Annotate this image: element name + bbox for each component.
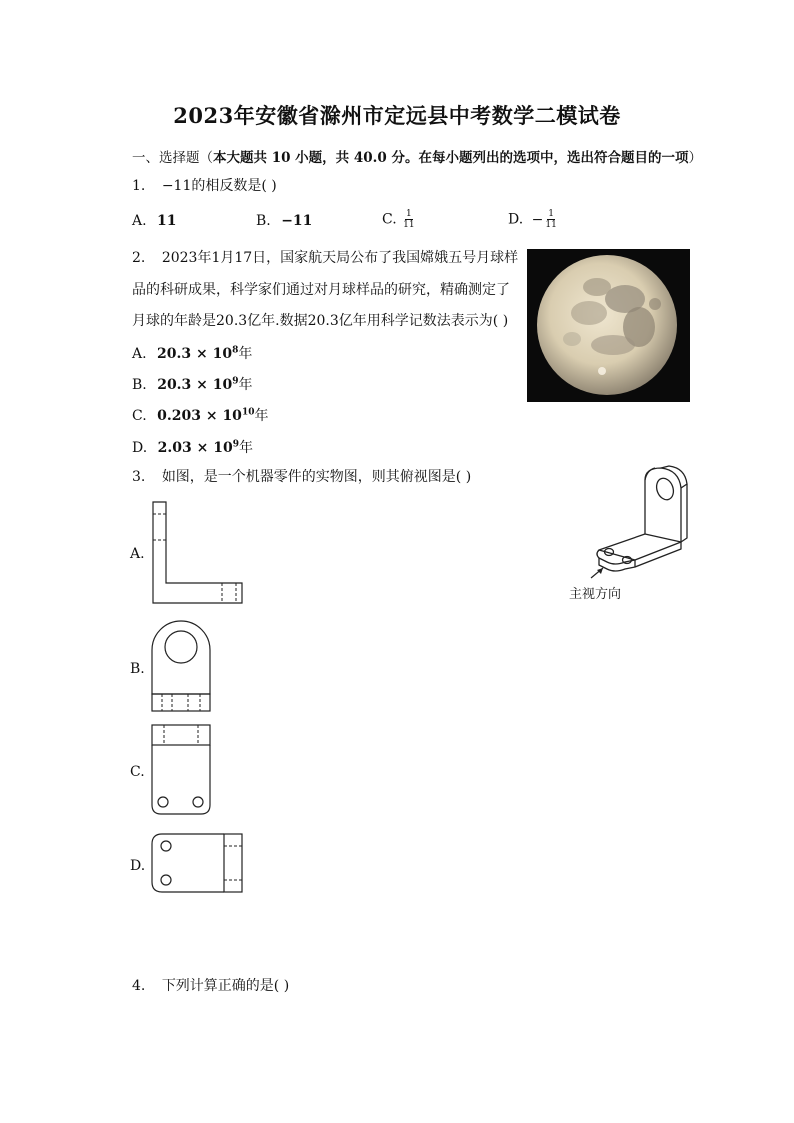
option-unit: 年 [238,346,253,362]
q1-option-d[interactable] [508,209,557,230]
q3-option-d-figure[interactable] [150,832,246,896]
option-label: D. [132,440,148,456]
section-detail: 本大题共 10 小题，共 40.0 分。在每小题列出的选项中，选出符合题目的一项 [213,150,689,166]
question-2-line-1: 2023年1月17日，国家航天局公布了我国嫦娥五号月球样 [161,250,519,266]
option-unit: 年 [254,408,269,424]
moon-photo [527,249,690,402]
option-unit: 年 [238,440,253,456]
q2-option-a[interactable] [132,343,252,363]
page-title: 2023年安徽省滁州市定远县中考数学二模试卷 [173,103,621,128]
section-suffix: ） [688,150,702,166]
q1-option-c[interactable] [382,209,415,230]
option-value: 0.203 × 10 [157,408,242,424]
section-heading [132,146,702,166]
question-4 [132,976,289,996]
option-value: −11 [281,213,313,229]
fraction [403,209,414,230]
option-label: B. [132,377,147,393]
q3-option-a-label[interactable]: A. [130,546,145,562]
fraction-denominator: 11 [545,220,557,230]
question-1-number: 1. [132,178,146,194]
question-1 [132,176,277,196]
q3-option-c-figure[interactable] [150,723,214,817]
question-3 [132,467,471,487]
option-label: C. [382,211,397,228]
q3-option-c-label[interactable]: C. [130,764,145,780]
q1-option-a[interactable] [132,213,177,229]
fraction-denominator: 11 [403,220,415,230]
option-exponent: 9 [232,439,239,450]
option-unit: 年 [238,377,253,393]
option-value: 11 [157,213,177,229]
q2-option-c[interactable] [132,405,268,425]
option-label: A. [132,213,147,229]
question-1-text: −11的相反数是( ) [161,178,277,194]
q3-option-d-label[interactable]: D. [130,858,146,874]
q3-option-a-figure[interactable] [150,500,246,606]
option-value: 2.03 × 10 [157,440,233,456]
option-label: D. [508,211,524,228]
option-label: B. [256,213,271,229]
option-value: 20.3 × 10 [157,346,233,362]
option-exponent: 10 [241,407,255,418]
option-label: C. [132,408,147,424]
option-label: A. [132,346,147,362]
fraction-numerator: 1 [405,209,412,219]
question-3-number: 3. [132,469,146,485]
question-2 [132,248,518,268]
question-3-text: 如图，是一个机器零件的实物图，则其俯视图是( ) [161,469,472,485]
option-value: 20.3 × 10 [157,377,233,393]
figure-caption: 主视方向 [569,587,622,602]
option-exponent: 9 [232,376,239,387]
question-4-text: 下列计算正确的是( ) [161,978,290,994]
machine-part-figure [585,462,697,586]
option-exponent: 8 [232,345,239,356]
q3-option-b-label[interactable]: B. [130,661,145,677]
question-2-number: 2. [132,250,146,266]
q1-option-b[interactable] [256,213,312,229]
question-2-line-3: 月球的年龄是20.3亿年.数据20.3亿年用科学记数法表示为( ) [132,313,509,329]
section-prefix: 一、选择题（ [132,150,213,166]
option-sign: − [531,211,544,228]
q2-option-b[interactable] [132,374,253,394]
moon-icon [527,249,690,402]
q3-option-b-figure[interactable] [150,620,212,714]
question-2-line-2: 品的科研成果，科学家们通过对月球样品的研究，精确测定了 [132,282,510,298]
fraction-numerator: 1 [548,209,554,219]
fraction [545,209,556,230]
question-4-number: 4. [132,978,146,994]
q2-option-d[interactable] [132,437,253,457]
